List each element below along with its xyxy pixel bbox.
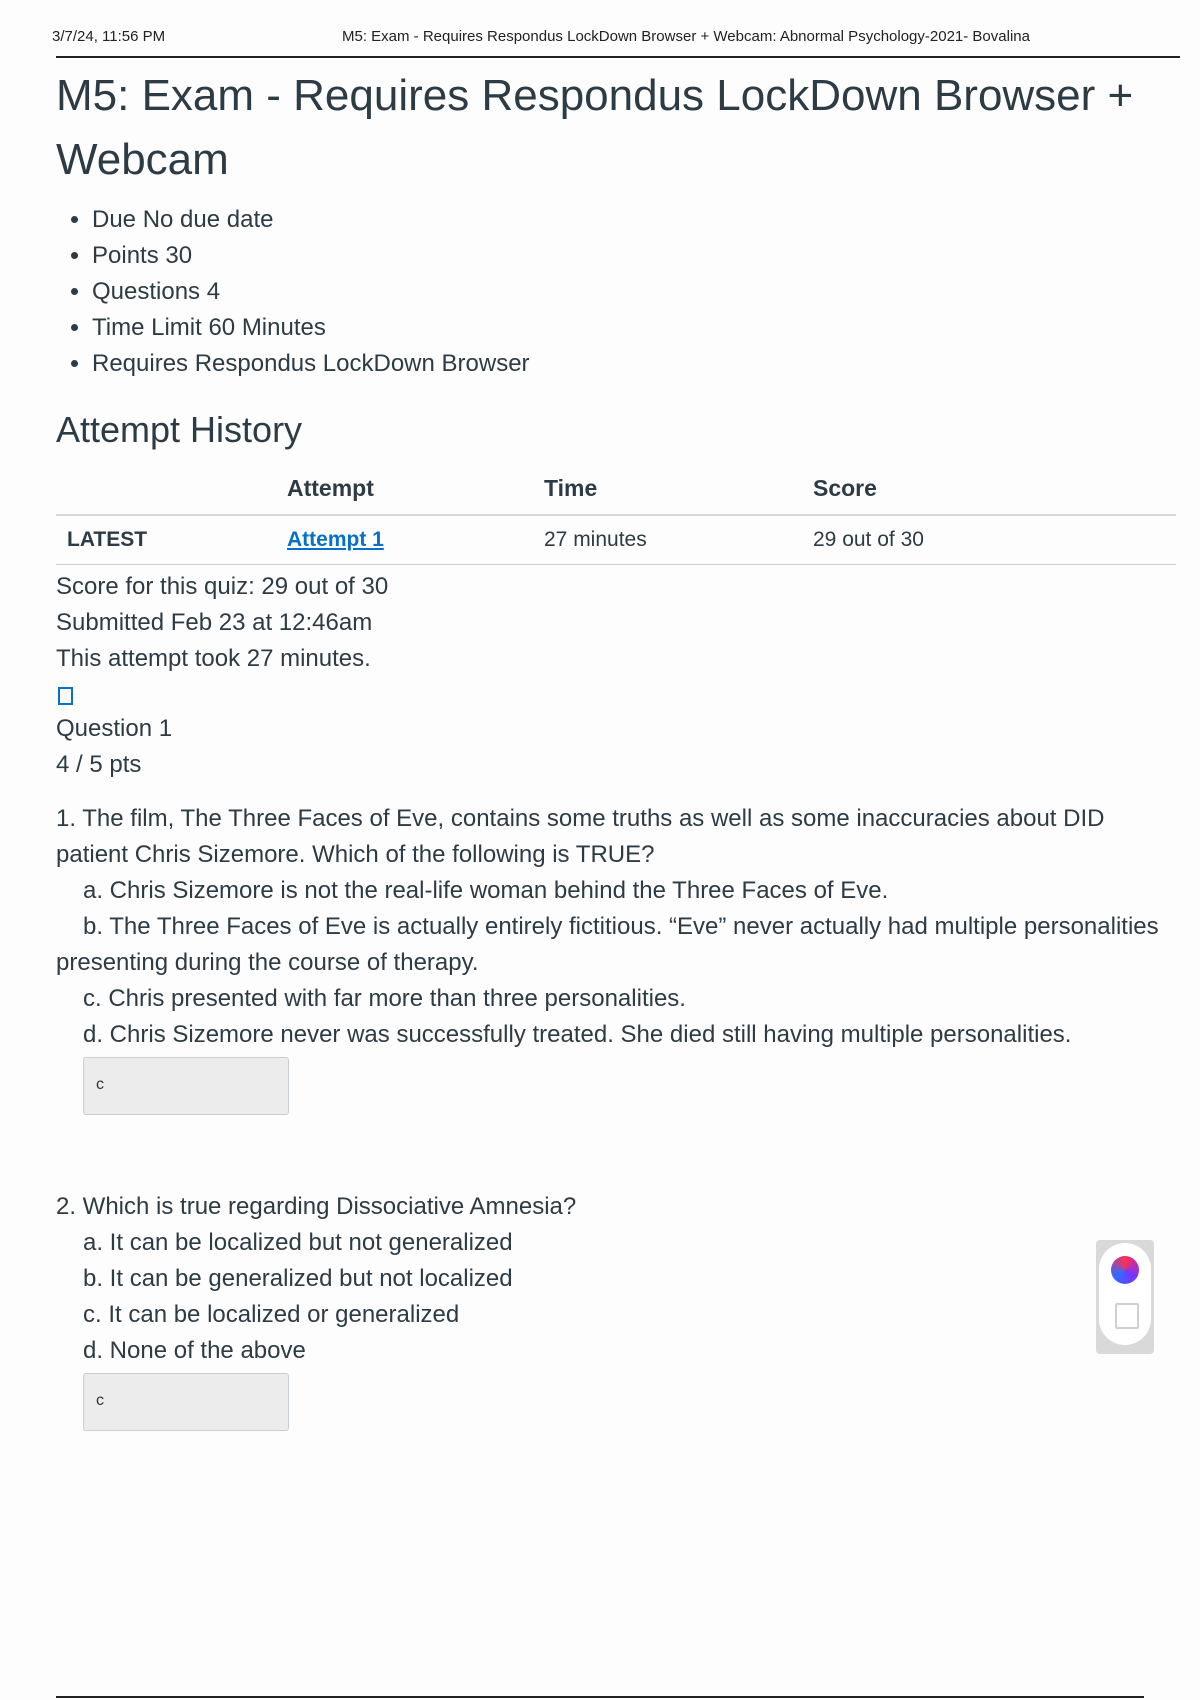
col-time: Time (543, 462, 812, 515)
question-2-option-c: c. It can be localized or generalized (83, 1301, 460, 1328)
table-row (56, 515, 1176, 565)
floating-assistant-widget[interactable] (1096, 1240, 1154, 1354)
question-2-option-b: b. It can be generalized but not localized (83, 1265, 513, 1292)
question-1-points: 4 / 5 pts (56, 751, 142, 778)
detail-time-limit: • Time Limit 60 Minutes (92, 310, 1176, 346)
attempt-1-link[interactable]: Attempt 1 (287, 528, 384, 551)
detail-lockdown: • Requires Respondus LockDown Browser (92, 346, 1176, 382)
flag-question-icon[interactable] (58, 687, 73, 705)
quiz-summary (56, 569, 1176, 677)
question-1-option-c: c. Chris presented with far more than three personalities. (83, 985, 686, 1012)
score-summary: Score for this quiz: 29 out of 30 (56, 573, 389, 600)
quiz-details-list (56, 202, 1176, 382)
duration-summary: This attempt took 27 minutes. (56, 645, 371, 672)
detail-points: • Points 30 (92, 238, 1176, 274)
latest-label: LATEST (56, 515, 286, 565)
time-cell: 27 minutes (543, 515, 812, 565)
page-title: M5: Exam - Requires Respondus LockDown Browser + Webcam (56, 71, 1134, 184)
question-2-answer: c (83, 1373, 289, 1431)
question-1-option-b: b. The Three Faces of Eve is actually entirely fictitious. “Eve” never actually had multiple personalities presenting during the course of therapy. (56, 913, 1159, 976)
question-1-text: 1. The film, The Three Faces of Eve, contains some truths as well as some inaccuracies about DID patient Chris Sizemore. Which of the following is TRUE? (56, 805, 1105, 868)
question-2-option-a: a. It can be localized but not generalized (83, 1229, 513, 1256)
question-2-option-d: d. None of the above (83, 1337, 306, 1364)
col-attempt: Attempt (286, 462, 543, 515)
table-header-row (56, 462, 1176, 515)
widget-panel (1099, 1243, 1151, 1345)
question-1-option-a: a. Chris Sizemore is not the real-life woman behind the Three Faces of Eve. (83, 877, 889, 904)
footer-divider (56, 1696, 1144, 1698)
detail-questions: • Questions 4 (92, 274, 1176, 310)
question-1-option-d: d. Chris Sizemore never was successfully treated. She died still having multiple personalities. (83, 1021, 1072, 1048)
question-2-text: 2. Which is true regarding Dissociative Amnesia? (56, 1193, 577, 1220)
question-1-title: Question 1 (56, 715, 173, 742)
detail-due: • Due No due date (92, 202, 1176, 238)
attempt-cell (286, 515, 543, 565)
print-title: M5: Exam - Requires Respondus LockDown Browser + Webcam: Abnormal Psychology-2021- Bovalina (342, 28, 1030, 45)
attempt-history-table (56, 462, 1176, 565)
attempt-history-heading: Attempt History (56, 409, 303, 450)
col-score: Score (812, 462, 1176, 515)
submitted-summary: Submitted Feb 23 at 12:46am (56, 609, 373, 636)
header-divider (56, 56, 1180, 58)
print-header (52, 28, 1160, 45)
print-date: 3/7/24, 11:56 PM (52, 28, 166, 45)
quiz-content (56, 64, 1176, 1431)
score-cell: 29 out of 30 (812, 515, 1176, 565)
document-icon[interactable] (1115, 1303, 1139, 1329)
question-1-answer: c (83, 1057, 289, 1115)
assistant-logo-icon[interactable] (1111, 1256, 1139, 1284)
col-blank (56, 462, 286, 515)
